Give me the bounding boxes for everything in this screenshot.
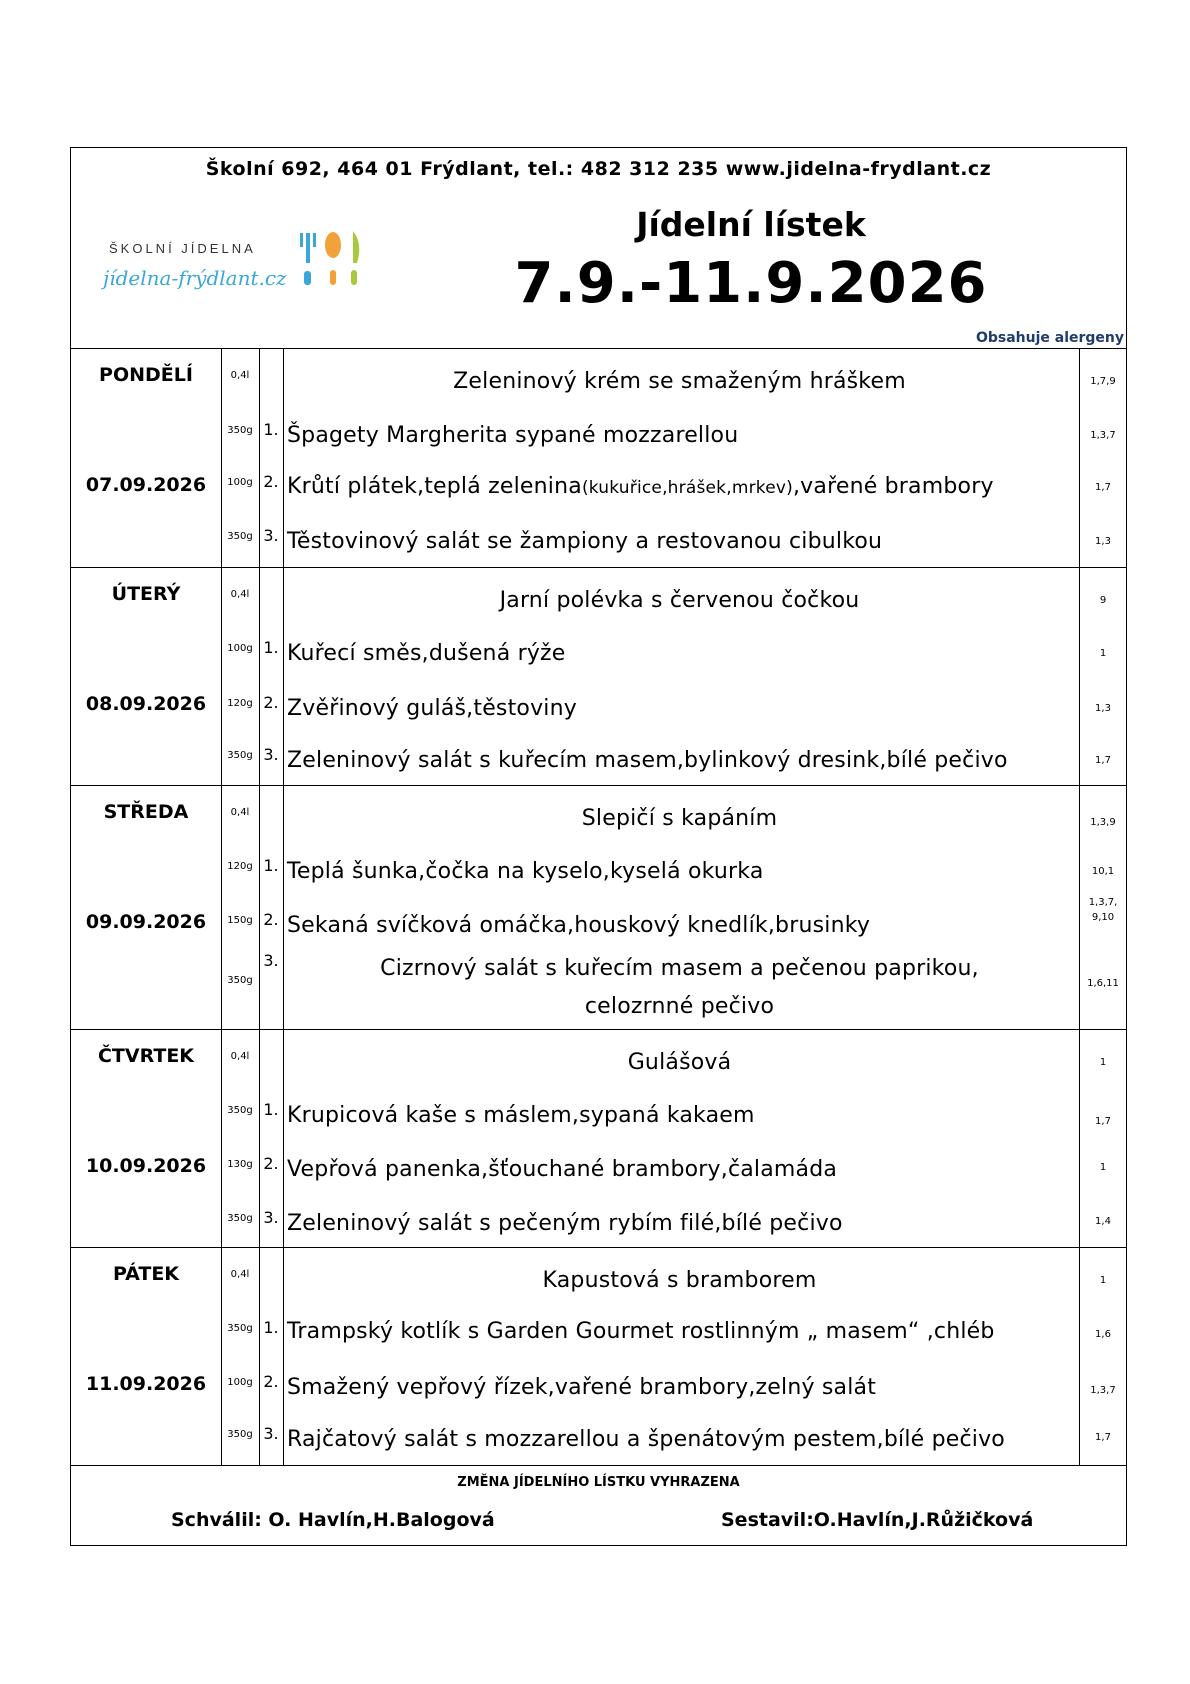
day-date: 11.09.2026 — [85, 1373, 207, 1395]
allergen-codes: 1,3,9 — [1090, 817, 1116, 828]
meal-name: Těstovinový salát se žampiony a restovanou cibulkou — [287, 529, 883, 554]
meal-name-detail: (kukuřice,hrášek,mrkev) — [581, 478, 793, 498]
portion-weight: 120g — [227, 698, 253, 709]
portion-weight: 350g — [227, 975, 253, 986]
portion-weight: 350g — [227, 531, 253, 542]
portion-weight: 130g — [227, 1159, 253, 1170]
allergen-codes: 1,7 — [1095, 482, 1111, 493]
allergen-codes: 1 — [1099, 1275, 1107, 1286]
school-canteen-logo — [101, 223, 371, 293]
meal-number: 2. — [263, 472, 279, 491]
day-name: PONDĚLÍ — [99, 364, 193, 386]
meal-number: 1. — [263, 638, 279, 657]
meal-number: 3. — [263, 745, 279, 764]
day-divider — [71, 1029, 1126, 1030]
portion-weight: 0,4l — [230, 1269, 250, 1280]
meal-name-line2: celozrnné pečivo — [584, 994, 775, 1019]
portion-weight: 120g — [227, 861, 253, 872]
allergens-label: Obsahuje alergeny — [975, 330, 1124, 346]
meal-name: Sekaná svíčková omáčka,houskový knedlík,brusinky — [287, 913, 871, 938]
allergen-codes: 1,6,11 — [1087, 978, 1119, 989]
meal-number: 2. — [263, 1372, 279, 1391]
meal-name — [287, 474, 1072, 499]
column-divider — [221, 348, 222, 1465]
day-name: ÚTERÝ — [111, 583, 181, 605]
soup-name: Jarní polévka s červenou čočkou — [499, 588, 860, 613]
page-title: Jídelní lístek — [636, 205, 866, 244]
day-divider — [71, 567, 1126, 568]
menu-sheet — [70, 147, 1127, 1546]
portion-weight: 0,4l — [230, 807, 250, 818]
meal-number: 2. — [263, 1154, 279, 1173]
meal-number: 3. — [263, 1208, 279, 1227]
meal-name: Smažený vepřový řízek,vařené brambory,zelný salát — [287, 1375, 877, 1400]
allergen-codes: 1,7,9 — [1090, 376, 1116, 387]
soup-name: Zeleninový krém se smaženým hráškem — [453, 369, 906, 394]
allergen-codes: 1,7 — [1095, 1116, 1111, 1127]
meal-number: 1. — [263, 420, 279, 439]
meal-number: 2. — [263, 693, 279, 712]
portion-weight: 350g — [227, 425, 253, 436]
column-divider — [259, 348, 260, 1465]
soup-name: Slepičí s kapáním — [581, 806, 778, 831]
meal-number: 1. — [263, 1100, 279, 1119]
portion-weight: 350g — [227, 1105, 253, 1116]
day-divider — [71, 785, 1126, 786]
portion-weight: 100g — [227, 1377, 253, 1388]
change-notice: ZMĚNA JÍDELNÍHO LÍSTKU VYHRAZENA — [457, 1475, 740, 1490]
allergen-codes: 9,10 — [1091, 912, 1115, 923]
portion-weight: 0,4l — [230, 1051, 250, 1062]
allergen-codes: 1,3 — [1095, 703, 1111, 714]
portion-weight: 0,4l — [230, 589, 250, 600]
day-name: ČTVRTEK — [97, 1045, 195, 1067]
meal-number: 3. — [263, 526, 279, 545]
portion-weight: 350g — [227, 750, 253, 761]
meal-number: 1. — [263, 1318, 279, 1337]
meal-name: Špagety Margherita sypané mozzarellou — [287, 423, 739, 448]
meal-name: Trampský kotlík s Garden Gourmet rostlinným „ masem“ ,chléb — [287, 1319, 995, 1344]
meal-name: Zvěřinový guláš,těstoviny — [287, 696, 577, 721]
allergen-codes: 1,4 — [1095, 1216, 1111, 1227]
day-date: 07.09.2026 — [85, 474, 207, 496]
header-divider — [71, 348, 1126, 349]
portion-weight: 350g — [227, 1323, 253, 1334]
soup-name: Kapustová s bramborem — [542, 1268, 817, 1293]
column-divider — [283, 348, 284, 1465]
compiled-by: Sestavil:O.Havlín,J.Růžičková — [721, 1509, 1034, 1531]
day-divider — [71, 1247, 1126, 1248]
meal-name: Krupicová kaše s máslem,sypaná kakaem — [287, 1103, 755, 1128]
address-line: Školní 692, 464 01 Frýdlant, tel.: 482 312 235 www.jidelna-frydlant.cz — [205, 158, 992, 180]
allergen-codes: 1,7 — [1095, 755, 1111, 766]
footer-divider — [71, 1465, 1126, 1466]
meal-name-end: ,vařené brambory — [792, 474, 994, 499]
allergen-codes: 1,3,7 — [1090, 430, 1116, 441]
meal-name: Zeleninový salát s kuřecím masem,bylinkový dresink,bílé pečivo — [287, 748, 1008, 773]
meal-number: 3. — [263, 1424, 279, 1443]
meal-name: Cizrnový salát s kuřecím masem a pečenou paprikou, — [380, 956, 979, 981]
allergen-codes: 1 — [1099, 648, 1107, 659]
allergen-codes: 1 — [1099, 1162, 1107, 1173]
meal-number: 2. — [263, 910, 279, 929]
meal-name: Zeleninový salát s pečeným rybím filé,bílé pečivo — [287, 1211, 843, 1236]
cutlery-logo-icon — [300, 231, 359, 285]
day-name: STŘEDA — [103, 801, 189, 823]
date-range: 7.9.-11.9.2026 — [514, 251, 988, 316]
allergen-codes: 9 — [1099, 595, 1107, 606]
allergen-codes: 1,3,7, — [1088, 897, 1118, 908]
allergen-codes: 1,3 — [1095, 536, 1111, 547]
meal-number: 1. — [263, 856, 279, 875]
meal-number: 3. — [263, 951, 279, 970]
approved-by: Schválil: O. Havlín,H.Balogová — [171, 1509, 495, 1531]
allergen-codes: 1,3,7 — [1090, 1385, 1116, 1396]
meal-name: Rajčatový salát s mozzarellou a špenátovým pestem,bílé pečivo — [287, 1427, 1005, 1452]
allergen-codes: 1,7 — [1095, 1432, 1111, 1443]
allergen-codes: 1 — [1099, 1057, 1107, 1068]
meal-name: Kuřecí směs,dušená rýže — [287, 641, 566, 666]
allergen-codes: 1,6 — [1095, 1329, 1111, 1340]
day-date: 08.09.2026 — [85, 693, 207, 715]
portion-weight: 150g — [227, 915, 253, 926]
day-date: 10.09.2026 — [85, 1155, 207, 1177]
portion-weight: 100g — [227, 477, 253, 488]
allergen-codes: 10,1 — [1091, 866, 1115, 877]
logo-bottom-text: jídelna-frýdlant.cz — [103, 266, 287, 290]
logo-top-text: ŠKOLNÍ JÍDELNA — [109, 241, 256, 256]
portion-weight: 100g — [227, 643, 253, 654]
day-date: 09.09.2026 — [85, 911, 207, 933]
meal-name-main: Krůtí plátek,teplá zelenina — [287, 474, 582, 499]
portion-weight: 350g — [227, 1213, 253, 1224]
column-divider — [1079, 348, 1080, 1465]
portion-weight: 0,4l — [230, 370, 250, 381]
day-name: PÁTEK — [112, 1263, 180, 1285]
portion-weight: 350g — [227, 1429, 253, 1440]
meal-name: Vepřová panenka,šťouchané brambory,čalamáda — [287, 1157, 838, 1182]
soup-name: Gulášová — [627, 1050, 732, 1075]
meal-name: Teplá šunka,čočka na kyselo,kyselá okurka — [287, 859, 764, 884]
